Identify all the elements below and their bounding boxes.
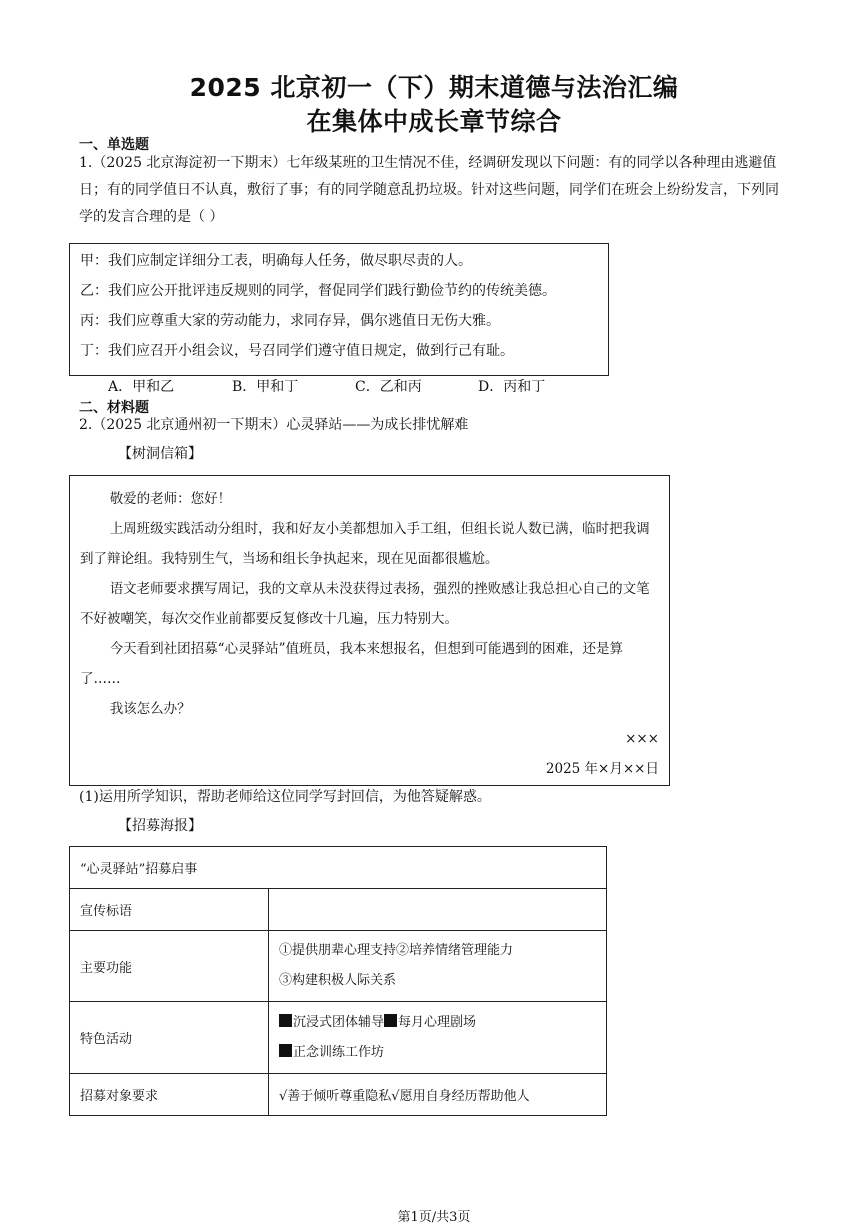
page-title-line2: 在集体中成长章节综合 xyxy=(306,107,562,136)
option-d[interactable]: D．丙和丁 xyxy=(478,379,546,395)
poster-title: “心灵驿站”招募启事 xyxy=(70,847,607,889)
function-line: ③构建积极人际关系 xyxy=(279,973,397,988)
question-2-stem: 2.（2025 北京通州初一下期末）心灵驿站——为成长排忧解难 xyxy=(79,417,469,433)
requirements-cell: √善于倾听尊重隐私√愿用自身经历帮助他人 xyxy=(269,1074,607,1116)
activity-item: 每月心理剧场 xyxy=(398,1014,477,1030)
poster-label: 【招募海报】 xyxy=(118,818,202,834)
section-heading-single-choice: 一、单选题 xyxy=(79,137,149,153)
poster-row-label: 特色活动 xyxy=(70,1002,269,1074)
question-1-options xyxy=(108,376,545,396)
activity-item: 沉浸式团体辅导 xyxy=(293,1014,385,1030)
black-square-icon xyxy=(279,1014,292,1027)
statement-yi: 乙：我们应公开批评违反规则的同学，督促同学们践行勤俭节约的传统美德。 xyxy=(80,283,556,299)
poster-row-label: 招募对象要求 xyxy=(70,1074,269,1116)
section-heading-material: 二、材料题 xyxy=(79,400,149,416)
letter-box xyxy=(69,475,670,786)
poster-row-label: 宣传标语 xyxy=(70,889,269,931)
sub-question-1: (1)运用所学知识，帮助老师给这位同学写封回信，为他答疑解惑。 xyxy=(79,789,491,805)
option-c[interactable]: C．乙和丙 xyxy=(355,379,422,395)
functions-cell xyxy=(269,931,607,1002)
activity-line xyxy=(279,1008,596,1038)
page-title-line1: 2025 北京初一（下）期末道德与法治汇编 xyxy=(189,73,679,102)
letter-paragraph: 今天看到社团招募“心灵驿站”值班员，我本来想报名，但想到可能遇到的困难，还是算了…… xyxy=(80,641,623,687)
letter-paragraph: 我该怎么办？ xyxy=(109,701,191,717)
mailbox-label: 【树洞信箱】 xyxy=(118,446,202,462)
activity-item: 正念训练工作坊 xyxy=(293,1044,385,1060)
option-a[interactable]: A．甲和乙 xyxy=(108,379,175,395)
activities-cell xyxy=(269,1002,607,1074)
black-square-icon xyxy=(279,1044,292,1057)
statements-box xyxy=(69,243,609,376)
letter-paragraph: 语文老师要求撰写周记，我的文章从未没获得过表扬，强烈的挫败感让我总担心自己的文笔不好被嘲笑，每次交作业前都要反复修改十几遍，压力特别大。 xyxy=(80,581,650,627)
question-1-stem: 1.（2025 北京海淀初一下期末）七年级某班的卫生情况不佳，经调研发现以下问题：有的同学以各种理由逃避值日；有的同学值日不认真，敷衍了事；有的同学随意乱扔垃圾。针对这些问题，同学们在班会上纷纷发言，下列同学的发言合理的是（ ） xyxy=(79,155,779,225)
black-square-icon xyxy=(384,1014,397,1027)
recruitment-poster-table xyxy=(69,846,607,1116)
page-number: 第1页/共3页 xyxy=(397,1210,471,1225)
letter-date: 2025 年×月××日 xyxy=(545,761,659,777)
option-b[interactable]: B．甲和丁 xyxy=(232,379,299,395)
statement-jia: 甲：我们应制定详细分工表，明确每人任务，做尽职尽责的人。 xyxy=(80,253,472,269)
letter-signature: ××× xyxy=(625,731,659,747)
letter-greeting: 敬爱的老师：您好！ xyxy=(109,491,232,507)
slogan-cell[interactable] xyxy=(269,889,607,931)
statement-bing: 丙：我们应尊重大家的劳动能力，求同存异，偶尔逃值日无伤大雅。 xyxy=(80,313,500,329)
letter-paragraph: 上周班级实践活动分组时，我和好友小美都想加入手工组，但组长说人数已满，临时把我调到了辩论组。我特别生气，当场和组长争执起来，现在见面都很尴尬。 xyxy=(80,521,650,567)
activity-line xyxy=(279,1038,596,1068)
function-line: ①提供朋辈心理支持②培养情绪管理能力 xyxy=(279,943,514,958)
statement-ding: 丁：我们应召开小组会议，号召同学们遵守值日规定，做到行己有耻。 xyxy=(80,343,514,359)
poster-row-label: 主要功能 xyxy=(70,931,269,1002)
